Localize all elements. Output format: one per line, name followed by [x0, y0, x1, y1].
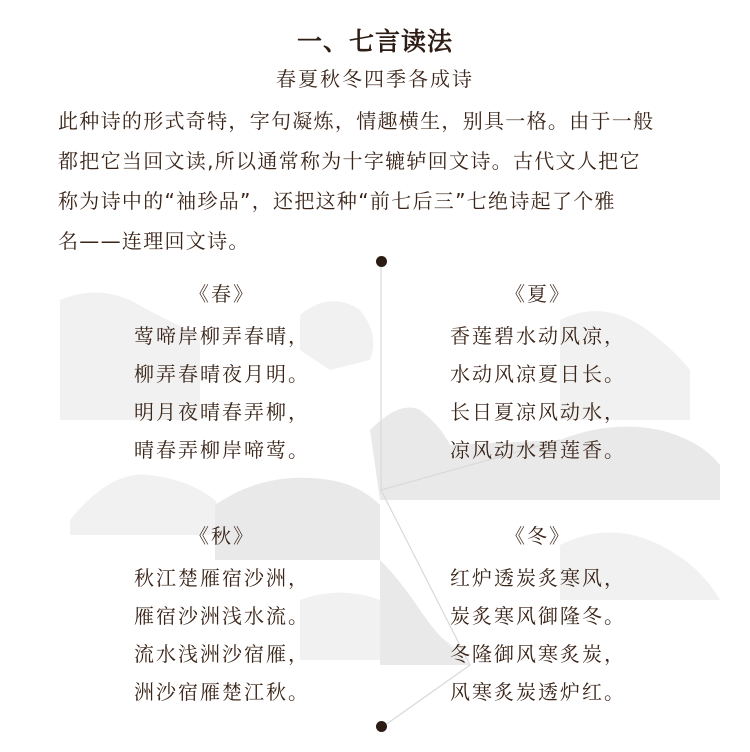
poem-line: 凉风动水碧莲香。 — [450, 438, 626, 462]
poem-summer — [433, 279, 643, 469]
poem-winter — [433, 521, 643, 711]
intro-line: 都把它当回文读,所以通常称为十字辘轳回文诗。古代文人把它 — [58, 149, 641, 173]
poem-line: 香莲碧水动风凉， — [450, 324, 626, 348]
poem-line: 冬隆御风寒炙炭， — [450, 642, 626, 666]
timeline-dot-top — [376, 256, 387, 267]
poem-line: 晴春弄柳岸啼莺。 — [134, 438, 310, 462]
intro-line: 名——连理回文诗。 — [58, 229, 250, 253]
poem-line: 红炉透炭炙寒风， — [450, 566, 626, 590]
poem-line: 秋江楚雁宿沙洲， — [134, 566, 310, 590]
poem-line: 明月夜晴春弄柳， — [134, 400, 310, 424]
poem-spring — [117, 279, 327, 469]
poem-title: 《春》 — [189, 282, 255, 306]
poem-title: 《夏》 — [505, 282, 571, 306]
intro-line: 称为诗中的“袖珍品”，还把这种“前七后三”七绝诗起了个雅 — [58, 189, 616, 213]
intro-line: 此种诗的形式奇特，字句凝炼，情趣横生，别具一格。由于一般 — [58, 109, 655, 133]
poem-line: 洲沙宿雁楚江秋。 — [134, 680, 310, 704]
page-title: 一、七言读法 — [296, 27, 453, 56]
poem-line: 长日夏凉风动水， — [450, 400, 626, 424]
poem-title: 《冬》 — [505, 524, 571, 548]
poem-line: 莺啼岸柳弄春晴， — [134, 324, 310, 348]
poem-autumn — [117, 521, 327, 711]
page-subtitle: 春夏秋冬四季各成诗 — [276, 67, 474, 91]
poem-line: 流水浅洲沙宿雁， — [134, 642, 310, 666]
poem-line: 水动风凉夏日长。 — [450, 362, 626, 386]
poem-line: 雁宿沙洲浅水流。 — [134, 604, 310, 628]
poem-line: 柳弄春晴夜月明。 — [134, 362, 310, 386]
poem-line: 风寒炙炭透炉红。 — [450, 680, 626, 704]
poem-title: 《秋》 — [189, 524, 255, 548]
timeline-dot-bottom — [376, 721, 387, 732]
poem-line: 炭炙寒风御隆冬。 — [450, 604, 626, 628]
